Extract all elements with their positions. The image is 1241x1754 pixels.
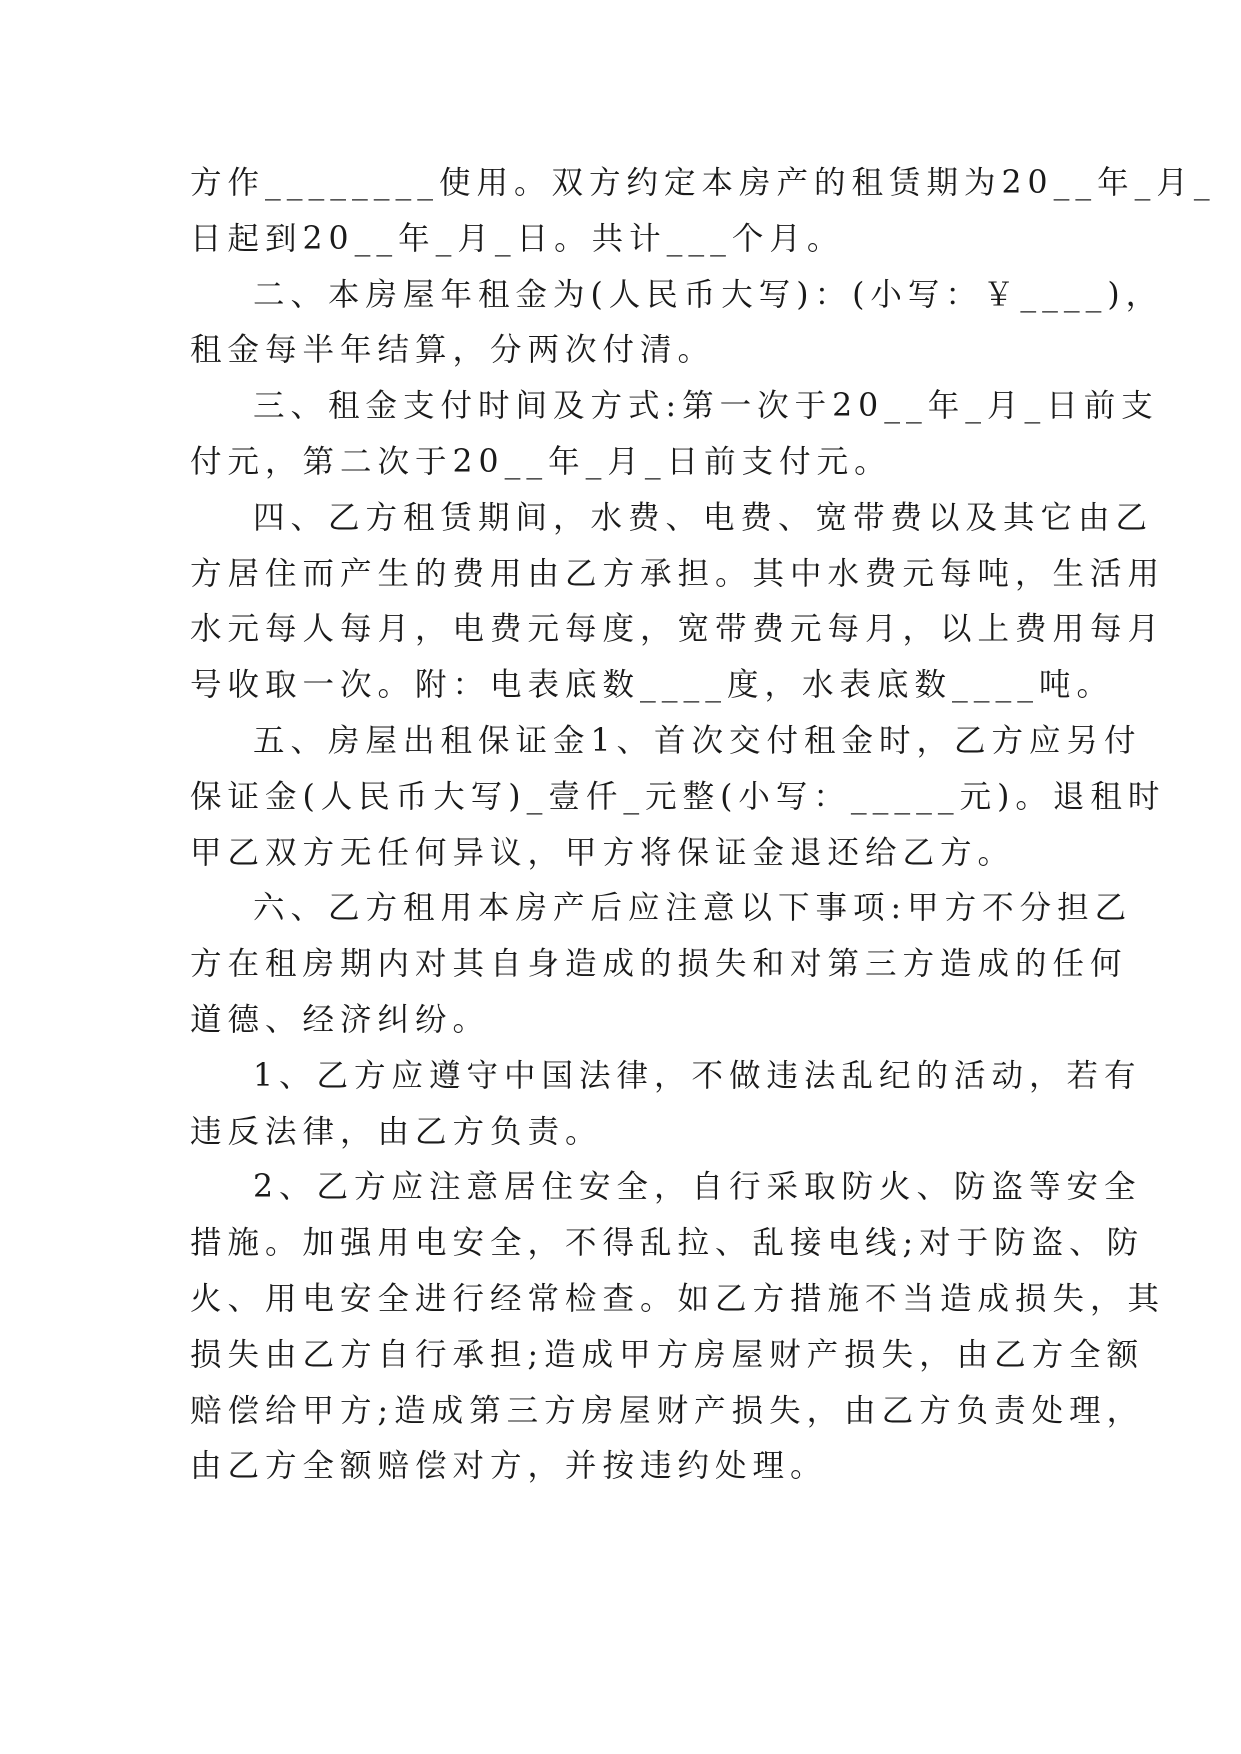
clause-6-line: 六、乙方租用本房产后应注意以下事项:甲方不分担乙 [253, 890, 1133, 927]
text-line: 道德、经济纠纷。 [190, 1001, 491, 1038]
text-line: 损失由乙方自行承担;造成甲方房屋财产损失，由乙方全额 [190, 1336, 1145, 1373]
text-line: 由乙方全额赔偿对方，并按违约处理。 [190, 1448, 828, 1485]
text-line: 火、用电安全进行经常检查。如乙方措施不当造成损失，其 [190, 1280, 1166, 1317]
text-line: 方居住而产生的费用由乙方承担。其中水费元每吨，生活用 [190, 555, 1166, 592]
clause-2-line: 二、本房屋年租金为(人民币大写)：(小写：￥____)， [253, 276, 1164, 313]
text-line: 甲乙双方无任何异议，甲方将保证金退还给乙方。 [190, 834, 1016, 871]
text-line: 保证金(人民币大写)_壹仟_元整(小写：_____元)。退租时 [190, 778, 1166, 815]
text-line: 违反法律，由乙方负责。 [190, 1113, 603, 1150]
clause-5-line: 五、房屋出租保证金1、首次交付租金时，乙方应另付 [253, 722, 1142, 759]
text-line: 号收取一次。附：电表底数____度，水表底数____吨。 [190, 667, 1115, 704]
sub-item-1-line: 1、乙方应遵守中国法律，不做违法乱纪的活动，若有 [253, 1057, 1142, 1094]
document-body [190, 156, 1216, 1495]
sub-item-2-line: 2、乙方应注意居住安全，自行采取防火、防盗等安全 [253, 1169, 1142, 1206]
clause-3-line: 三、租金支付时间及方式:第一次于20__年_月_日前支 [253, 388, 1159, 425]
text-line: 赔偿给甲方;造成第三方房屋财产损失，由乙方负责处理， [190, 1392, 1145, 1429]
text-line: 租金每半年结算，分两次付清。 [190, 332, 716, 369]
text-line: 措施。加强用电安全，不得乱拉、乱接电线;对于防盗、防 [190, 1225, 1145, 1262]
text-line: 方作________使用。双方约定本房产的租赁期为20__年_月_ [190, 165, 1216, 201]
text-line: 方在租房期内对其自身造成的损失和对第三方造成的任何 [190, 946, 1128, 983]
text-line: 日起到20__年_月_日。共计___个月。 [190, 220, 845, 257]
clause-4-line: 四、乙方租赁期间，水费、电费、宽带费以及其它由乙 [253, 499, 1154, 536]
text-line: 水元每人每月，电费元每度，宽带费元每月，以上费用每月 [190, 611, 1166, 648]
text-line: 付元，第二次于20__年_月_日前支付元。 [190, 443, 892, 480]
